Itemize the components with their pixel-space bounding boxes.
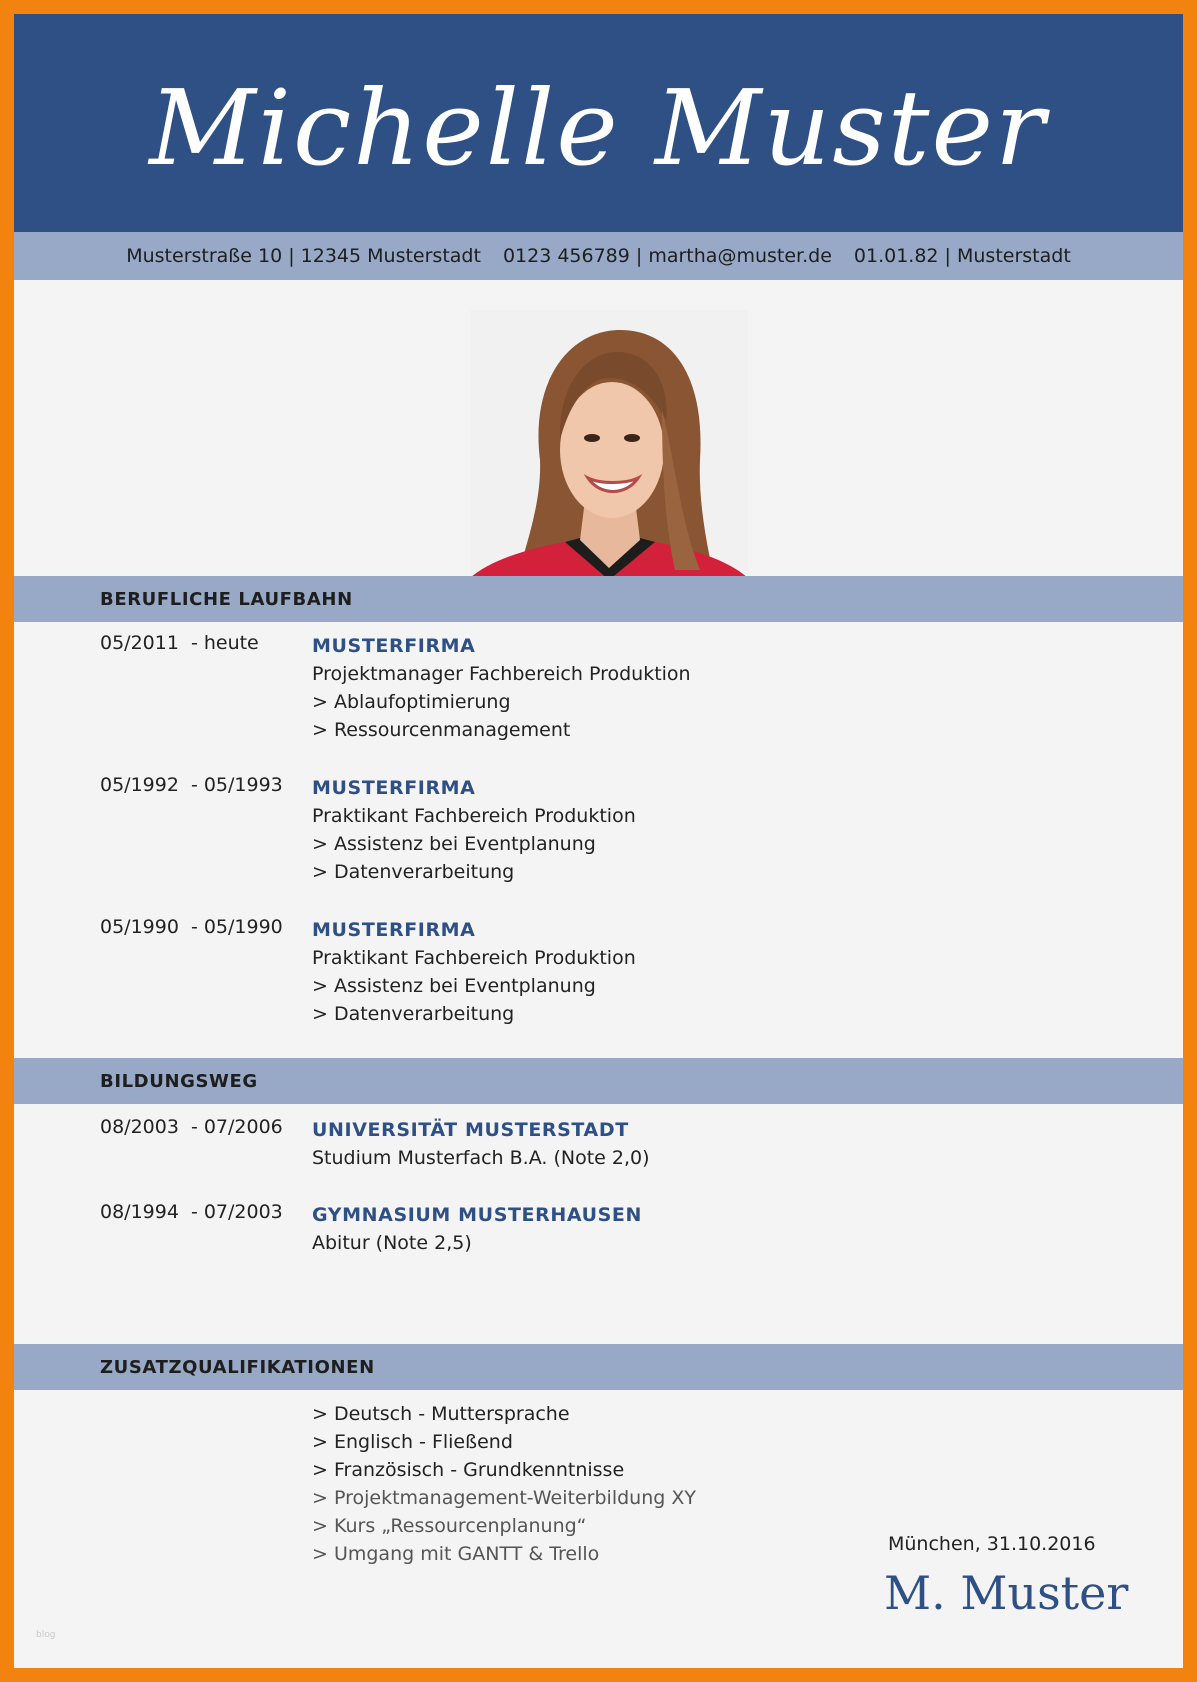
header-banner <box>14 14 1183 232</box>
entry-line: > Datenverarbeitung <box>312 861 515 883</box>
qualification-item: > Englisch - Fließend <box>312 1431 513 1453</box>
qualification-item: > Umgang mit GANTT & Trello <box>312 1543 600 1565</box>
entry-date: 05/2011 - heute <box>100 632 259 654</box>
contact-address: Musterstraße 10 | 12345 Musterstadt <box>126 245 481 267</box>
section-title-education: BILDUNGSWEG <box>100 1070 258 1092</box>
section-bar-education <box>14 1058 1183 1104</box>
section-title-career: BERUFLICHE LAUFBAHN <box>100 588 353 610</box>
entry-line: > Assistenz bei Eventplanung <box>312 975 596 997</box>
entry-line: Praktikant Fachbereich Produktion <box>312 947 636 969</box>
contact-bar <box>14 232 1183 280</box>
section-title-qualifications: ZUSATZQUALIFIKATIONEN <box>100 1356 375 1378</box>
entry-company: UNIVERSITÄT MUSTERSTADT <box>312 1119 629 1141</box>
name-title <box>14 14 1183 232</box>
entry-line: > Ressourcenmanagement <box>312 719 571 741</box>
entry-date: 05/1990 - 05/1990 <box>100 916 283 938</box>
entry-line: Studium Musterfach B.A. (Note 2,0) <box>312 1147 650 1169</box>
entry-company: GYMNASIUM MUSTERHAUSEN <box>312 1204 642 1226</box>
entry-date: 05/1992 - 05/1993 <box>100 774 283 796</box>
qualification-item: > Deutsch - Muttersprache <box>312 1403 570 1425</box>
contact-phone-email: 0123 456789 | martha@muster.de <box>502 245 832 267</box>
section-bar-qualifications <box>14 1344 1183 1390</box>
cv-page <box>14 14 1183 1668</box>
entry-line: > Assistenz bei Eventplanung <box>312 833 596 855</box>
entry-company: MUSTERFIRMA <box>312 635 476 657</box>
qualifications-list <box>312 1400 696 1568</box>
entry-line: > Datenverarbeitung <box>312 1003 515 1025</box>
portrait-photo <box>470 310 748 604</box>
signature: M. Muster <box>884 1566 1129 1620</box>
qualification-item: > Kurs „Ressourcenplanung“ <box>312 1515 587 1537</box>
entry-date: 08/1994 - 07/2003 <box>100 1201 283 1223</box>
watermark: blog <box>36 1630 56 1640</box>
section-bar-career <box>14 576 1183 622</box>
contact-birth: 01.01.82 | Musterstadt <box>853 245 1071 267</box>
qualification-item: > Französisch - Grundkenntnisse <box>312 1459 625 1481</box>
entry-line: Abitur (Note 2,5) <box>312 1232 472 1254</box>
entry-company: MUSTERFIRMA <box>312 777 476 799</box>
entry-line: Praktikant Fachbereich Produktion <box>312 805 636 827</box>
entry-company: MUSTERFIRMA <box>312 919 476 941</box>
entry-line: Projektmanager Fachbereich Produktion <box>312 663 691 685</box>
name-text: Michelle Muster <box>149 67 1047 189</box>
entry-date: 08/2003 - 07/2006 <box>100 1116 283 1138</box>
entry-line: > Ablaufoptimierung <box>312 691 511 713</box>
place-date: München, 31.10.2016 <box>888 1533 1096 1555</box>
qualification-item: > Projektmanagement-Weiterbildung XY <box>312 1487 696 1509</box>
